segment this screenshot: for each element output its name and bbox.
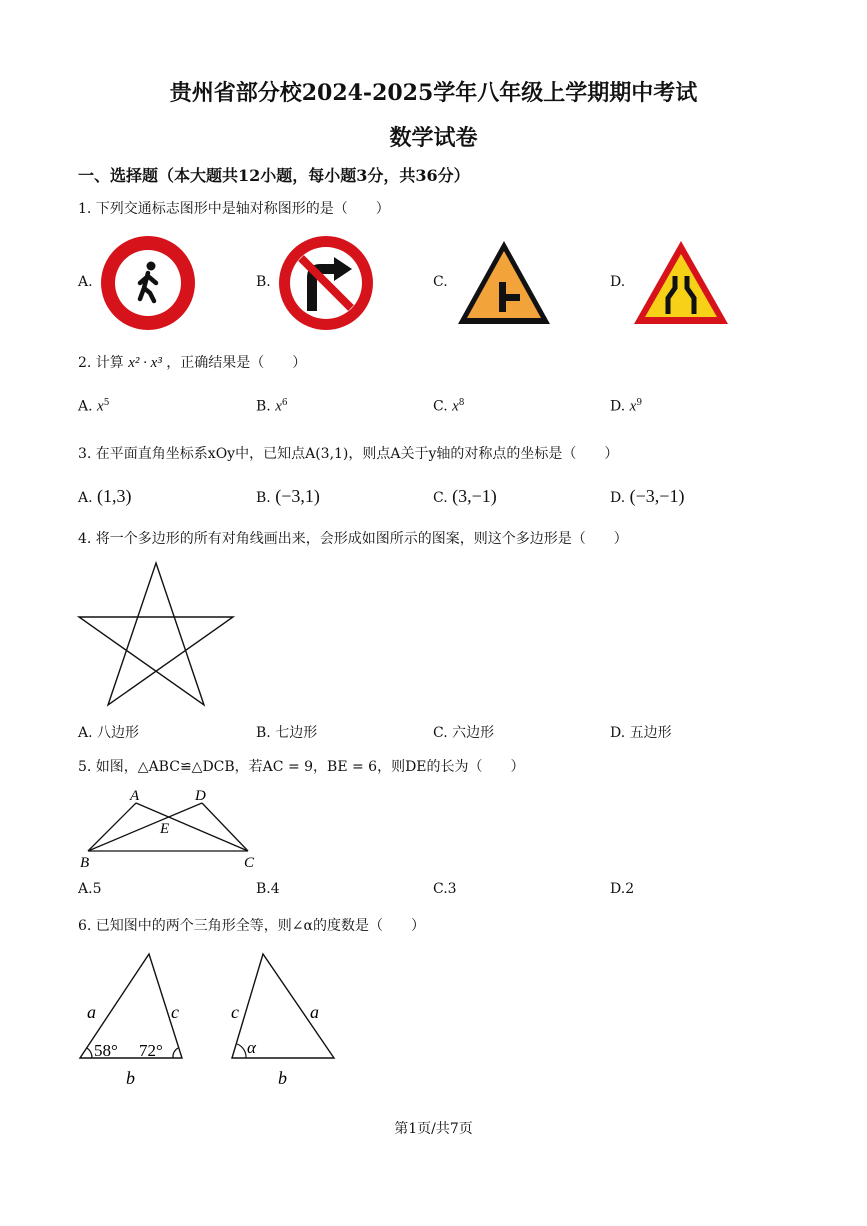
q2-stem-math: x² · x³ — [128, 355, 162, 371]
q4-option-a — [78, 722, 139, 742]
page-number: 第1页/共7页 — [394, 1121, 473, 1137]
q2-option-d-base: x — [629, 398, 637, 415]
q3-option-c-label: C. — [433, 490, 448, 506]
q3-option-b-text: (−3,1) — [275, 486, 320, 506]
q4-option-c — [433, 722, 494, 742]
q5-option-c-text: 3 — [447, 881, 457, 897]
q2-option-c-label: C. — [433, 398, 448, 415]
q5-option-d-label: D. — [610, 881, 626, 897]
q5-option-a-label: A. — [78, 881, 93, 897]
q3-option-d — [610, 486, 684, 507]
q3-option-a — [78, 486, 132, 507]
left-angle-72-label: 72° — [139, 1041, 163, 1060]
q4-option-b-text: 七边形 — [275, 725, 318, 741]
q3-option-b-label: B. — [256, 490, 271, 506]
q4-option-d-text: 五边形 — [629, 725, 672, 741]
q3-option-d-text: (−3,−1) — [629, 486, 685, 506]
left-angle-58-label: 58° — [94, 1041, 118, 1060]
q2-option-b-exp: 6 — [281, 398, 288, 408]
right-side-a-label: a — [310, 1002, 319, 1022]
q5-option-b-label: B. — [256, 881, 271, 897]
q3-option-b — [256, 486, 320, 507]
q3-option-a-text: (1,3) — [97, 486, 132, 506]
q3-option-c — [433, 486, 497, 507]
q2-stem-prefix: 2. 计算 — [78, 355, 124, 371]
page-title: 贵州省部分校2024-2025学年八年级上学期期中考试 — [169, 80, 698, 106]
congruent-triangles-figure — [76, 784, 266, 874]
label-point-b: B — [80, 855, 90, 871]
question-6-stem: 6. 已知图中的两个三角形全等，则∠α的度数是（ ） — [78, 918, 425, 934]
q5-option-b-text: 4 — [270, 881, 280, 897]
right-side-c-label: c — [231, 1002, 239, 1022]
q1-option-a-label: A. — [78, 274, 93, 290]
q2-option-b-label: B. — [256, 398, 271, 415]
question-1-stem: 1. 下列交通标志图形中是轴对称图形的是（ ） — [78, 201, 390, 217]
t-junction-warning-sign-icon — [455, 238, 553, 328]
q4-option-c-text: 六边形 — [452, 725, 495, 741]
triangle-right-figure — [226, 948, 342, 1094]
page-subtitle: 数学试卷 — [389, 125, 478, 151]
q5-option-c — [433, 881, 457, 897]
q4-option-a-label: A. — [78, 725, 93, 741]
q4-option-b — [256, 722, 317, 742]
q5-option-a-text: 5 — [92, 881, 102, 897]
q3-option-c-text: (3,−1) — [452, 486, 497, 506]
no-right-turn-sign-icon — [276, 233, 376, 333]
label-point-c: C — [244, 855, 255, 871]
q3-option-d-label: D. — [610, 490, 626, 506]
q2-option-c-base: x — [452, 398, 459, 415]
q2-option-d-exp: 9 — [636, 398, 643, 408]
triangle-left-figure — [76, 948, 196, 1094]
left-side-b-label: b — [126, 1068, 135, 1088]
question-2-stem — [78, 352, 306, 372]
q1-option-b-label: B. — [256, 274, 271, 290]
q4-option-d-label: D. — [610, 725, 626, 741]
q4-option-c-label: C. — [433, 725, 448, 741]
right-side-b-label: b — [278, 1068, 287, 1088]
q2-option-b — [256, 398, 288, 416]
q2-option-c — [433, 398, 465, 416]
question-3-stem: 3. 在平面直角坐标系xOy中，已知点A(3,1)，则点A关于y轴的对称点的坐标是（ ） — [78, 446, 619, 462]
question-4-stem: 4. 将一个多边形的所有对角线画出来，会形成如图所示的图案，则这个多边形是（ ） — [78, 531, 628, 547]
q2-option-a — [78, 398, 109, 416]
no-pedestrian-sign-icon — [98, 233, 198, 333]
pentagram-figure — [76, 560, 238, 710]
q5-option-b — [256, 881, 280, 897]
q1-option-c-label: C. — [433, 274, 448, 290]
question-5-stem: 5. 如图，△ABC≌△DCB，若AC = 9，BE = 6，则DE的长为（ ） — [78, 759, 525, 775]
left-side-c-label: c — [171, 1002, 179, 1022]
q2-option-c-exp: 8 — [458, 398, 465, 408]
q2-option-d-label: D. — [610, 398, 626, 415]
q5-option-c-label: C. — [433, 881, 448, 897]
q2-option-b-base: x — [275, 398, 282, 415]
q4-option-a-text: 八边形 — [97, 725, 140, 741]
road-narrows-warning-sign-icon — [632, 238, 730, 328]
q5-option-d — [610, 881, 634, 897]
q2-option-a-label: A. — [78, 398, 93, 415]
label-point-d: D — [195, 788, 206, 804]
section-heading: 一、选择题（本大题共12小题，每小题3分，共36分） — [78, 166, 470, 185]
q2-option-a-base: x — [97, 398, 104, 415]
q4-option-b-label: B. — [256, 725, 271, 741]
q1-option-d-label: D. — [610, 274, 626, 290]
q5-option-d-text: 2 — [625, 881, 635, 897]
label-point-a: A — [130, 788, 140, 804]
q2-stem-suffix: ，正确结果是（ ） — [166, 355, 307, 371]
left-side-a-label: a — [87, 1002, 96, 1022]
q3-option-a-label: A. — [78, 490, 93, 506]
q5-option-a — [78, 881, 101, 897]
right-angle-alpha-label: α — [247, 1038, 256, 1057]
q2-option-a-exp: 5 — [103, 398, 110, 408]
q4-option-d — [610, 722, 672, 742]
label-point-e: E — [160, 821, 170, 837]
q2-option-d — [610, 398, 642, 416]
